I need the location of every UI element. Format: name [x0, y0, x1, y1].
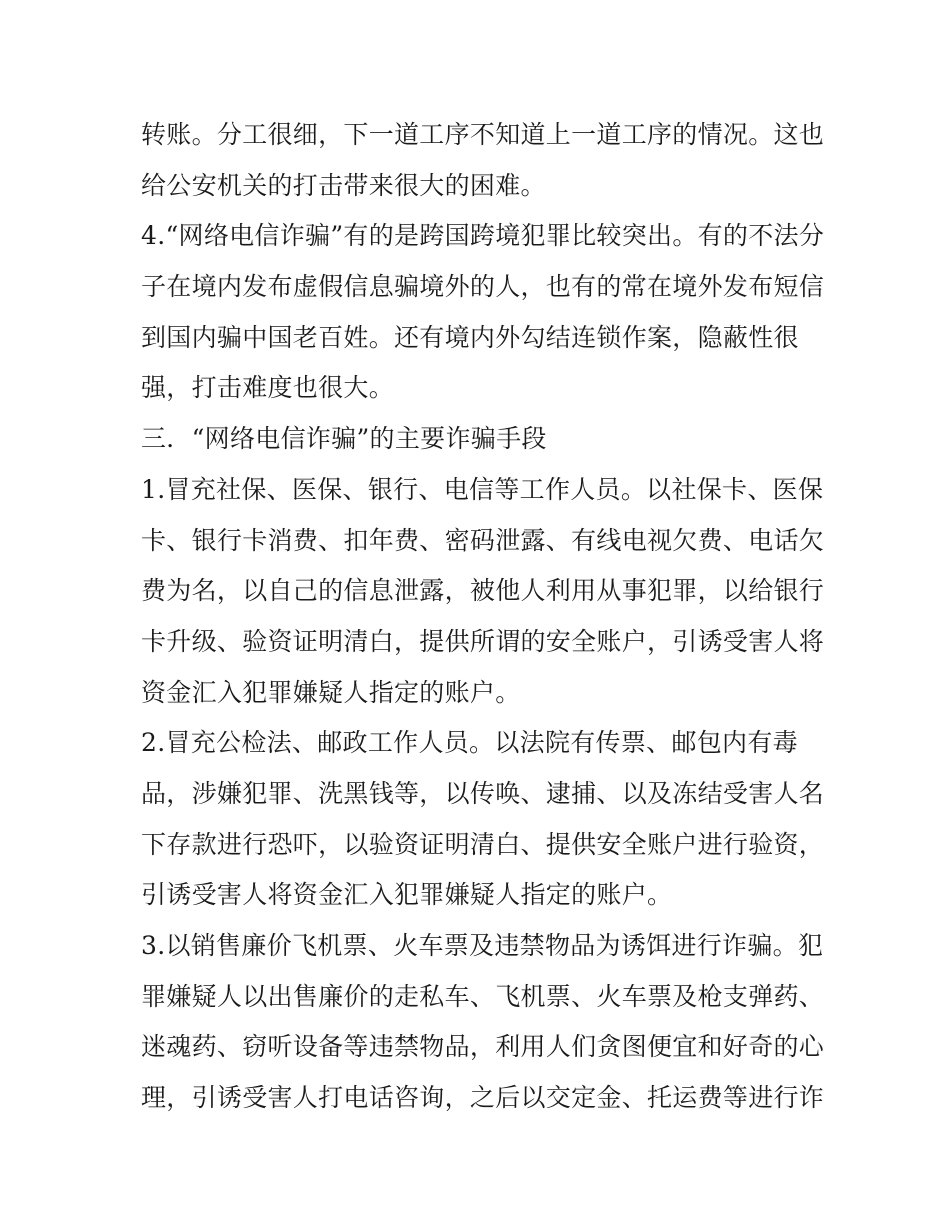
text-line-5: 到国内骗中国老百姓。还有境内外勾结连锁作案，隐蔽性很 — [141, 322, 799, 352]
text-line-3: 4.“网络电信诈骗”有的是跨国跨境犯罪比较突出。有的不法分 — [141, 221, 825, 251]
text-line-6: 强，打击难度也很大。 — [141, 373, 395, 403]
text-line-13: 2.冒充公检法、邮政工作人员。以法院有传票、邮包内有毒 — [141, 728, 798, 758]
body-text — [141, 110, 825, 1124]
text-line-9: 卡、银行卡消费、扣年费、密码泄露、有线电视欠费、电话欠 — [141, 525, 825, 555]
text-line-8: 1.冒充社保、医保、银行、电信等工作人员。以社保卡、医保 — [141, 474, 824, 504]
text-line-1: 转账。分工很细，下一道工序不知道上一道工序的情况。这也 — [141, 120, 825, 149]
text-line-14: 品，涉嫌犯罪、洗黑钱等，以传唤、逮捕、以及冻结受害人名 — [141, 778, 825, 808]
text-line-16: 引诱受害人将资金汇入犯罪嫌疑人指定的账户。 — [141, 880, 673, 910]
text-line-19: 迷魂药、窃听设备等违禁物品，利用人们贪图便宜和好奇的心 — [141, 1032, 825, 1062]
text-line-17: 3.以销售廉价飞机票、火车票及违禁物品为诱饵进行诈骗。犯 — [141, 931, 824, 960]
text-line-4: 子在境内发布虚假信息骗境外的人，也有的常在境外发布短信 — [141, 272, 825, 302]
text-line-11: 卡升级、验资证明清白，提供所谓的安全账户，引诱受害人将 — [141, 626, 825, 656]
section-heading: 三．“网络电信诈骗”的主要诈骗手段 — [141, 424, 547, 454]
text-line-10: 费为名，以自己的信息泄露，被他人利用从事犯罪，以给银行 — [141, 576, 825, 606]
text-line-18: 罪嫌疑人以出售廉价的走私车、飞机票、火车票及枪支弹药、 — [141, 981, 825, 1011]
text-line-12: 资金汇入犯罪嫌疑人指定的账户。 — [141, 677, 521, 707]
text-line-15: 下存款进行恐吓，以验资证明清白、提供安全账户进行验资， — [141, 829, 825, 859]
text-line-20: 理，引诱受害人打电话咨询，之后以交定金、托运费等进行诈 — [141, 1083, 825, 1113]
text-line-2: 给公安机关的打击带来很大的困难。 — [141, 170, 546, 200]
